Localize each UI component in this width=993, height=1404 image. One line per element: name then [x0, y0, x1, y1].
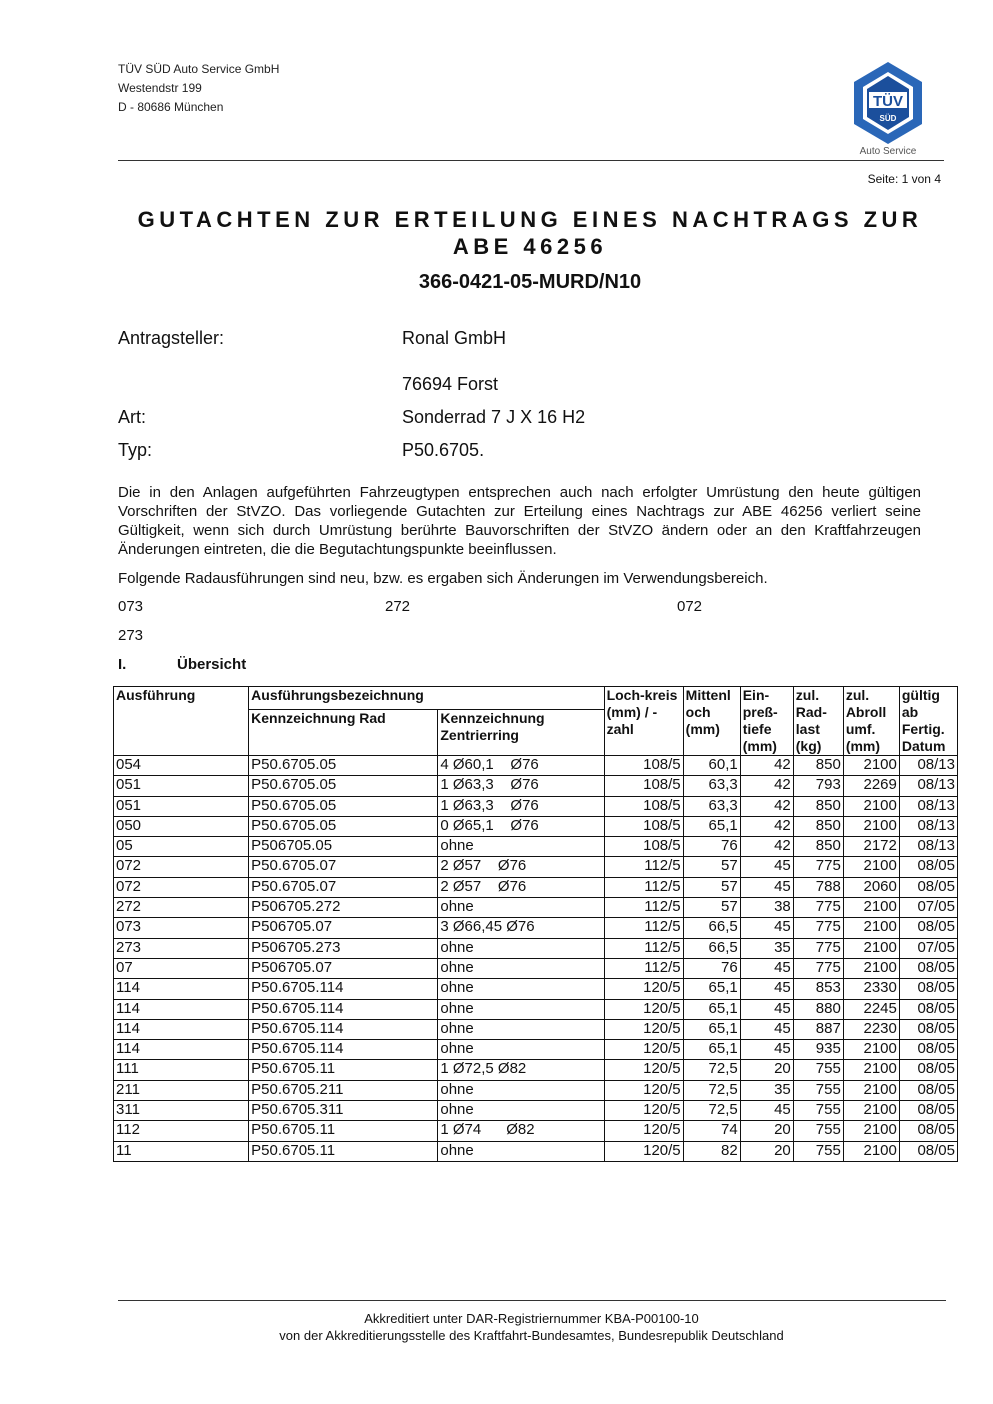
document-number: 366-0421-05-MURD/N10: [418, 271, 642, 293]
cell-zentrierring: 1 Ø63,3 Ø76: [438, 796, 604, 816]
cell-zentrierring: ohne: [438, 938, 604, 958]
cell-lochkreis: 120/5: [604, 979, 683, 999]
cell-kennzeichnung-rad: P50.6705.114: [249, 1040, 438, 1060]
header-kennzeichnung-zentrierring: Kennzeichnung Zentrierring: [438, 710, 604, 756]
variant-item: 272: [385, 598, 411, 615]
table-row: [114, 918, 958, 938]
cell-radlast: 850: [793, 837, 843, 857]
cell-kennzeichnung-rad: P506705.05: [249, 837, 438, 857]
cell-zentrierring: 3 Ø66,45 Ø76: [438, 918, 604, 938]
cell-mittenloch: 65,1: [683, 999, 740, 1019]
cell-lochkreis: 120/5: [604, 1040, 683, 1060]
cell-mittenloch: 65,1: [683, 1019, 740, 1039]
title-line-1: GUTACHTEN ZUR ERTEILUNG EINES NACHTRAGS ZUR: [137, 207, 923, 232]
cell-radlast: 850: [793, 816, 843, 836]
cell-ausfuehrung: 272: [114, 898, 249, 918]
cell-zentrierring: 2 Ø57 Ø76: [438, 877, 604, 897]
company-city: D - 80686 München: [118, 100, 224, 114]
cell-lochkreis: 120/5: [604, 1141, 683, 1161]
cell-mittenloch: 72,5: [683, 1101, 740, 1121]
cell-einpresstiefe: 20: [740, 1060, 793, 1080]
cell-lochkreis: 120/5: [604, 1101, 683, 1121]
section-number: I.: [118, 656, 127, 673]
cell-gueltig: 08/13: [899, 837, 957, 857]
table-row: [114, 979, 958, 999]
cell-zentrierring: ohne: [438, 1141, 604, 1161]
cell-gueltig: 08/05: [899, 1121, 957, 1141]
cell-ausfuehrung: 311: [114, 1101, 249, 1121]
header-radlast: zul. Rad-last (kg): [793, 687, 843, 756]
cell-radlast: 793: [793, 776, 843, 796]
cell-einpresstiefe: 45: [740, 918, 793, 938]
cell-abrollumfang: 2100: [843, 1121, 899, 1141]
table-row: [114, 1141, 958, 1161]
cell-gueltig: 08/05: [899, 918, 957, 938]
cell-zentrierring: ohne: [438, 958, 604, 978]
cell-einpresstiefe: 42: [740, 756, 793, 776]
logo-caption: Auto Service: [859, 146, 917, 157]
cell-einpresstiefe: 42: [740, 776, 793, 796]
cell-lochkreis: 112/5: [604, 877, 683, 897]
cell-abrollumfang: 2172: [843, 837, 899, 857]
cell-lochkreis: 108/5: [604, 776, 683, 796]
cell-einpresstiefe: 42: [740, 796, 793, 816]
cell-radlast: 755: [793, 1121, 843, 1141]
cell-einpresstiefe: 45: [740, 958, 793, 978]
cell-kennzeichnung-rad: P50.6705.07: [249, 877, 438, 897]
cell-radlast: 850: [793, 756, 843, 776]
cell-einpresstiefe: 35: [740, 1080, 793, 1100]
cell-kennzeichnung-rad: P50.6705.05: [249, 776, 438, 796]
cell-radlast: 755: [793, 1060, 843, 1080]
cell-zentrierring: ohne: [438, 1080, 604, 1100]
cell-gueltig: 08/05: [899, 999, 957, 1019]
cell-kennzeichnung-rad: P50.6705.114: [249, 999, 438, 1019]
art-label: Art:: [118, 407, 147, 427]
cell-abrollumfang: 2245: [843, 999, 899, 1019]
cell-mittenloch: 65,1: [683, 979, 740, 999]
cell-kennzeichnung-rad: P50.6705.311: [249, 1101, 438, 1121]
cell-kennzeichnung-rad: P506705.272: [249, 898, 438, 918]
header-kennzeichnung-rad: Kennzeichnung Rad: [249, 710, 438, 756]
cell-zentrierring: 2 Ø57 Ø76: [438, 857, 604, 877]
cell-einpresstiefe: 20: [740, 1121, 793, 1141]
cell-mittenloch: 57: [683, 877, 740, 897]
cell-gueltig: 08/05: [899, 979, 957, 999]
cell-mittenloch: 66,5: [683, 918, 740, 938]
cell-ausfuehrung: 051: [114, 776, 249, 796]
cell-ausfuehrung: 072: [114, 857, 249, 877]
cell-ausfuehrung: 112: [114, 1121, 249, 1141]
cell-mittenloch: 65,1: [683, 816, 740, 836]
cell-mittenloch: 60,1: [683, 756, 740, 776]
cell-kennzeichnung-rad: P50.6705.114: [249, 1019, 438, 1039]
cell-mittenloch: 63,3: [683, 796, 740, 816]
table-row: [114, 816, 958, 836]
cell-lochkreis: 108/5: [604, 816, 683, 836]
cell-zentrierring: ohne: [438, 898, 604, 918]
cell-kennzeichnung-rad: P50.6705.05: [249, 796, 438, 816]
title-line-2: ABE 46256: [452, 234, 608, 259]
cell-einpresstiefe: 20: [740, 1141, 793, 1161]
table-row: [114, 898, 958, 918]
section-title: Übersicht: [177, 656, 247, 673]
cell-zentrierring: ohne: [438, 1019, 604, 1039]
cell-zentrierring: 0 Ø65,1 Ø76: [438, 816, 604, 836]
table-row: [114, 857, 958, 877]
cell-einpresstiefe: 45: [740, 1019, 793, 1039]
cell-gueltig: 08/05: [899, 877, 957, 897]
cell-abrollumfang: 2100: [843, 1101, 899, 1121]
cell-lochkreis: 112/5: [604, 898, 683, 918]
cell-zentrierring: 1 Ø72,5 Ø82: [438, 1060, 604, 1080]
table-row: [114, 776, 958, 796]
table-row: [114, 938, 958, 958]
cell-abrollumfang: 2100: [843, 857, 899, 877]
cell-gueltig: 08/13: [899, 776, 957, 796]
cell-mittenloch: 82: [683, 1141, 740, 1161]
header-einpresstiefe: Ein-preß-tiefe (mm): [740, 687, 793, 756]
cell-kennzeichnung-rad: P50.6705.11: [249, 1141, 438, 1161]
cell-abrollumfang: 2100: [843, 918, 899, 938]
table-row: [114, 756, 958, 776]
cell-einpresstiefe: 35: [740, 938, 793, 958]
table-row: [114, 1040, 958, 1060]
variant-item: 273: [118, 627, 144, 644]
cell-ausfuehrung: 05: [114, 837, 249, 857]
cell-abrollumfang: 2100: [843, 1141, 899, 1161]
logo-text-main: TÜV: [873, 93, 903, 110]
company-name: TÜV SÜD Auto Service GmbH: [118, 62, 280, 76]
cell-ausfuehrung: 273: [114, 938, 249, 958]
table-row: [114, 1060, 958, 1080]
cell-ausfuehrung: 072: [114, 877, 249, 897]
cell-kennzeichnung-rad: P50.6705.11: [249, 1121, 438, 1141]
table-row: [114, 837, 958, 857]
table-row: [114, 796, 958, 816]
cell-ausfuehrung: 050: [114, 816, 249, 836]
cell-mittenloch: 57: [683, 898, 740, 918]
logo-text-sub: SÜD: [879, 114, 897, 123]
cell-radlast: 850: [793, 796, 843, 816]
table-row: [114, 1101, 958, 1121]
header-abrollumfang: zul. Abroll umf. (mm): [843, 687, 899, 756]
overview-table: [113, 686, 958, 1162]
cell-ausfuehrung: 114: [114, 1040, 249, 1060]
cell-radlast: 755: [793, 1141, 843, 1161]
applicant-name: Ronal GmbH: [402, 328, 507, 348]
cell-mittenloch: 63,3: [683, 776, 740, 796]
variant-item: 072: [677, 598, 703, 615]
cell-lochkreis: 112/5: [604, 918, 683, 938]
table-row: [114, 999, 958, 1019]
cell-radlast: 853: [793, 979, 843, 999]
header-divider: [118, 160, 944, 161]
cell-mittenloch: 72,5: [683, 1080, 740, 1100]
cell-ausfuehrung: 051: [114, 796, 249, 816]
cell-kennzeichnung-rad: P506705.273: [249, 938, 438, 958]
footer-accreditation: Akkreditiert unter DAR-Registriernummer KBA-P00100-10: [364, 1311, 699, 1326]
cell-radlast: 775: [793, 918, 843, 938]
cell-mittenloch: 76: [683, 837, 740, 857]
header-gueltig: gültig ab Fertig. Datum: [899, 687, 957, 756]
cell-radlast: 788: [793, 877, 843, 897]
cell-zentrierring: ohne: [438, 979, 604, 999]
cell-einpresstiefe: 42: [740, 816, 793, 836]
cell-kennzeichnung-rad: P50.6705.11: [249, 1060, 438, 1080]
cell-gueltig: 08/05: [899, 857, 957, 877]
cell-mittenloch: 65,1: [683, 1040, 740, 1060]
cell-gueltig: 08/13: [899, 796, 957, 816]
cell-mittenloch: 66,5: [683, 938, 740, 958]
cell-gueltig: 08/05: [899, 958, 957, 978]
cell-kennzeichnung-rad: P506705.07: [249, 958, 438, 978]
header-mittenloch: Mittenl och (mm): [683, 687, 740, 756]
cell-abrollumfang: 2100: [843, 1060, 899, 1080]
cell-gueltig: 08/05: [899, 1040, 957, 1060]
cell-gueltig: 08/05: [899, 1080, 957, 1100]
cell-abrollumfang: 2100: [843, 958, 899, 978]
table-body: [114, 756, 958, 1162]
cell-lochkreis: 108/5: [604, 837, 683, 857]
cell-einpresstiefe: 45: [740, 857, 793, 877]
table-row: [114, 1080, 958, 1100]
cell-zentrierring: ohne: [438, 837, 604, 857]
cell-radlast: 755: [793, 1080, 843, 1100]
cell-einpresstiefe: 38: [740, 898, 793, 918]
validity-paragraph: Die in den Anlagen aufgeführten Fahrzeugtypen entsprechen auch nach erfolgter Umrüstung den heute gültigen Vorschriften der StVZO. Das vorliegende Gutachten zur Erteilung eines Nachtrags zur ABE 46256 verliert seine Gültigkeit, wenn sich durch Umrüstung berührte Bauvorschriften der StVZO ändern oder an den Kraftfahrzeugen Änderungen eintreten, die die Begutachtungspunkte beeinflussen.: [118, 484, 921, 558]
footer-authority: von der Akkreditierungsstelle des Kraftfahrt-Bundesamtes, Bundesrepublik Deutschland: [279, 1328, 784, 1343]
cell-lochkreis: 120/5: [604, 999, 683, 1019]
cell-abrollumfang: 2100: [843, 1040, 899, 1060]
variants-intro: Folgende Radausführungen sind neu, bzw. es ergaben sich Änderungen im Verwendungsbereich.: [118, 570, 768, 587]
cell-abrollumfang: 2100: [843, 796, 899, 816]
table-row: [114, 1019, 958, 1039]
cell-ausfuehrung: 114: [114, 1019, 249, 1039]
cell-mittenloch: 74: [683, 1121, 740, 1141]
cell-zentrierring: 1 Ø74 Ø82: [438, 1121, 604, 1141]
art-value: Sonderrad 7 J X 16 H2: [402, 407, 586, 427]
document-title: [130, 206, 930, 260]
cell-abrollumfang: 2269: [843, 776, 899, 796]
typ-label: Typ:: [118, 440, 153, 460]
cell-ausfuehrung: 114: [114, 979, 249, 999]
cell-zentrierring: 1 Ø63,3 Ø76: [438, 776, 604, 796]
cell-lochkreis: 120/5: [604, 1060, 683, 1080]
cell-gueltig: 08/05: [899, 1060, 957, 1080]
cell-abrollumfang: 2230: [843, 1019, 899, 1039]
cell-einpresstiefe: 45: [740, 999, 793, 1019]
cell-abrollumfang: 2100: [843, 1080, 899, 1100]
cell-zentrierring: ohne: [438, 999, 604, 1019]
page-number: Seite: 1 von 4: [867, 172, 941, 186]
variant-item: 073: [118, 598, 144, 615]
cell-ausfuehrung: 054: [114, 756, 249, 776]
company-street: Westendstr 199: [118, 81, 202, 95]
cell-zentrierring: ohne: [438, 1101, 604, 1121]
cell-radlast: 880: [793, 999, 843, 1019]
cell-lochkreis: 120/5: [604, 1121, 683, 1141]
cell-kennzeichnung-rad: P50.6705.07: [249, 857, 438, 877]
cell-zentrierring: ohne: [438, 1040, 604, 1060]
cell-einpresstiefe: 45: [740, 979, 793, 999]
applicant-label: Antragsteller:: [118, 328, 225, 348]
cell-gueltig: 08/13: [899, 816, 957, 836]
cell-einpresstiefe: 42: [740, 837, 793, 857]
cell-gueltig: 07/05: [899, 938, 957, 958]
cell-abrollumfang: 2100: [843, 938, 899, 958]
table-row: [114, 958, 958, 978]
header-bezeichnung: Ausführungsbezeichnung: [249, 687, 604, 710]
cell-radlast: 775: [793, 938, 843, 958]
cell-lochkreis: 120/5: [604, 1080, 683, 1100]
cell-lochkreis: 112/5: [604, 857, 683, 877]
cell-lochkreis: 120/5: [604, 1019, 683, 1039]
cell-radlast: 935: [793, 1040, 843, 1060]
cell-gueltig: 07/05: [899, 898, 957, 918]
cell-gueltig: 08/05: [899, 1019, 957, 1039]
cell-gueltig: 08/05: [899, 1141, 957, 1161]
cell-kennzeichnung-rad: P50.6705.114: [249, 979, 438, 999]
cell-kennzeichnung-rad: P50.6705.05: [249, 816, 438, 836]
table-row: [114, 1121, 958, 1141]
footer-divider: [118, 1300, 946, 1301]
cell-mittenloch: 72,5: [683, 1060, 740, 1080]
cell-radlast: 755: [793, 1101, 843, 1121]
header-ausfuehrung: Ausführung: [114, 687, 249, 756]
cell-abrollumfang: 2100: [843, 816, 899, 836]
cell-mittenloch: 57: [683, 857, 740, 877]
cell-ausfuehrung: 11: [114, 1141, 249, 1161]
cell-lochkreis: 112/5: [604, 938, 683, 958]
cell-abrollumfang: 2330: [843, 979, 899, 999]
cell-einpresstiefe: 45: [740, 1101, 793, 1121]
typ-value: P50.6705.: [402, 440, 485, 460]
cell-lochkreis: 108/5: [604, 756, 683, 776]
cell-gueltig: 08/05: [899, 1101, 957, 1121]
cell-zentrierring: 4 Ø60,1 Ø76: [438, 756, 604, 776]
cell-radlast: 887: [793, 1019, 843, 1039]
cell-lochkreis: 112/5: [604, 958, 683, 978]
table-row: [114, 877, 958, 897]
applicant-city: 76694 Forst: [402, 374, 499, 394]
cell-ausfuehrung: 114: [114, 999, 249, 1019]
cell-ausfuehrung: 211: [114, 1080, 249, 1100]
cell-ausfuehrung: 073: [114, 918, 249, 938]
cell-ausfuehrung: 07: [114, 958, 249, 978]
cell-kennzeichnung-rad: P50.6705.05: [249, 756, 438, 776]
cell-abrollumfang: 2100: [843, 756, 899, 776]
header-lochkreis: Loch-kreis (mm) / -zahl: [604, 687, 683, 756]
cell-radlast: 775: [793, 857, 843, 877]
cell-einpresstiefe: 45: [740, 1040, 793, 1060]
cell-mittenloch: 76: [683, 958, 740, 978]
cell-gueltig: 08/13: [899, 756, 957, 776]
cell-kennzeichnung-rad: P50.6705.211: [249, 1080, 438, 1100]
cell-radlast: 775: [793, 958, 843, 978]
cell-ausfuehrung: 111: [114, 1060, 249, 1080]
cell-lochkreis: 108/5: [604, 796, 683, 816]
cell-abrollumfang: 2100: [843, 898, 899, 918]
cell-kennzeichnung-rad: P506705.07: [249, 918, 438, 938]
cell-radlast: 775: [793, 898, 843, 918]
cell-einpresstiefe: 45: [740, 877, 793, 897]
cell-abrollumfang: 2060: [843, 877, 899, 897]
